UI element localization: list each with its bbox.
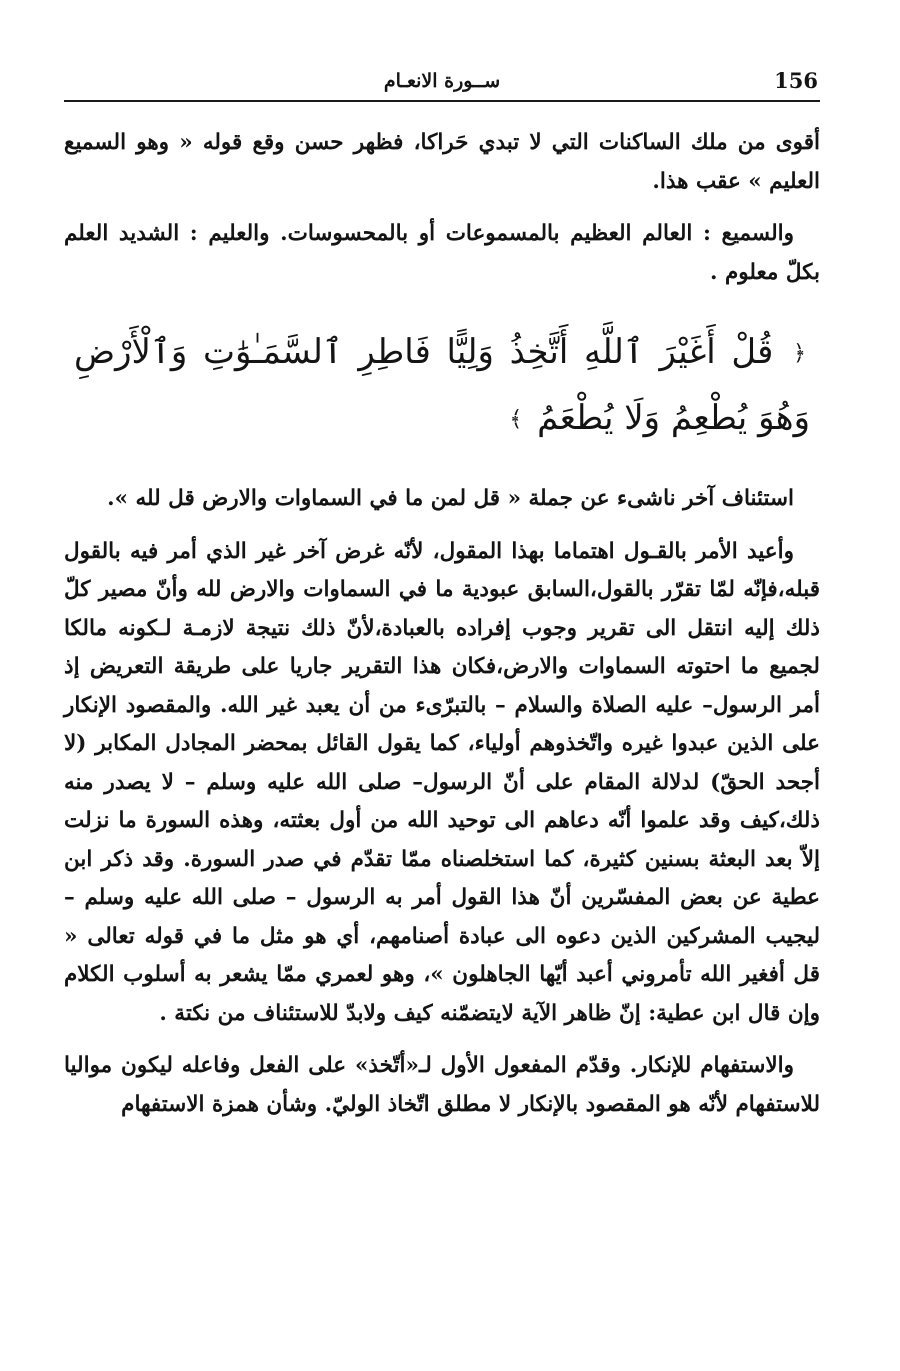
- paragraph-3: استئناف آخر ناشىء عن جملة « قل لمن ما في السماوات والارض قل لله ».: [107, 486, 794, 511]
- paragraph-5: والاستفهام للإنكار. وقدّم المفعول الأول لـ«أتّخذ» على الفعل وفاعله ليكون مواليا للاستفهام لأنّه هو المقصود بالإنكار لا مطلق اتّخاذ الوليّ. وشأن همزة الاستفهام: [64, 1053, 820, 1117]
- page-number: 156: [774, 68, 818, 93]
- paragraph-2: والسميع : العالم العظيم بالمسموعات أو بالمحسوسات. والعليم : الشديد العلم بكلّ معلوم .: [64, 221, 820, 285]
- page-header: [64, 60, 820, 102]
- verse-open-ornament: ﴿: [793, 341, 806, 366]
- book-page: [64, 60, 820, 1310]
- paragraph-1: أقوى من ملك الساكنات التي لا تبدي حَراكا، فظهر حسن وقع قوله « وهو السميع العليم » عقب هذا.: [64, 130, 820, 194]
- verse-close-ornament: ﴾: [509, 407, 523, 432]
- running-title: ســورة الانعـام: [383, 70, 501, 92]
- page-body: [64, 124, 820, 1124]
- quran-verse: [64, 320, 820, 452]
- verse-text: قُلْ أَغَيْرَ ٱللَّهِ أَتَّخِذُ وَلِيًّا فَاطِرِ ٱلسَّمَـٰوَٰتِ وَٱلْأَرْضِ وَهُوَ يُطْعِمُ وَلَا يُطْعَمُ: [74, 332, 810, 438]
- paragraph-4: وأعيد الأمر بالقـول اهتماما بهذا المقول، لأنّه غرض آخر غير الذي أمر فيه بالقول قبله،فإنّه لمّا تقرّر بالقول،السابق عبودية ما في السماوات والارض لله وأنّ مصير كلّ ذلك إليه انتقل الى تقرير وجوب إفراده بالعبادة،لأنّ ذلك نتيجة لازمـة لـكونه مالكا لجميع ما احتوته السماوات والارض،فكان هذا التقرير جاريا على طريقة التعريض إذ أمر الرسول– عليه الصلاة والسلام – بالتبرّىء من أن يعبد غير الله. والمقصود الإنكار على الذين عبدوا غيره واتّخذوهم أولياء، كما يقول القائل بمحضر المجادل المكابر (لا أجحد الحقّ) لدلالة المقام على أنّ الرسول– صلى الله عليه وسلم – لا يصدر منه ذلك،كيف وقد علموا أنّه دعاهم الى توحيد الله من أول بعثته، وهذه السورة ما نزلت إلاّ بعد البعثة بسنين كثيرة، كما استخلصناه ممّا تقدّم في صدر السورة. وقد ذكر ابن عطية عن بعض المفسّرين أنّ هذا القول أمر به الرسول – صلى الله عليه وسلم – ليجيب المشركين الذين دعوه الى عبادة أصنامهم، أي هو مثل ما في قوله تعالى « قل أفغير الله تأمروني أعبد أيّها الجاهلون »، وهو لعمري ممّا يشعر به أسلوب الكلام وإن قال ابن عطية: إنّ ظاهر الآية لايتضمّنه كيف ولابدّ للاستئناف من نكتة .: [64, 538, 820, 1026]
